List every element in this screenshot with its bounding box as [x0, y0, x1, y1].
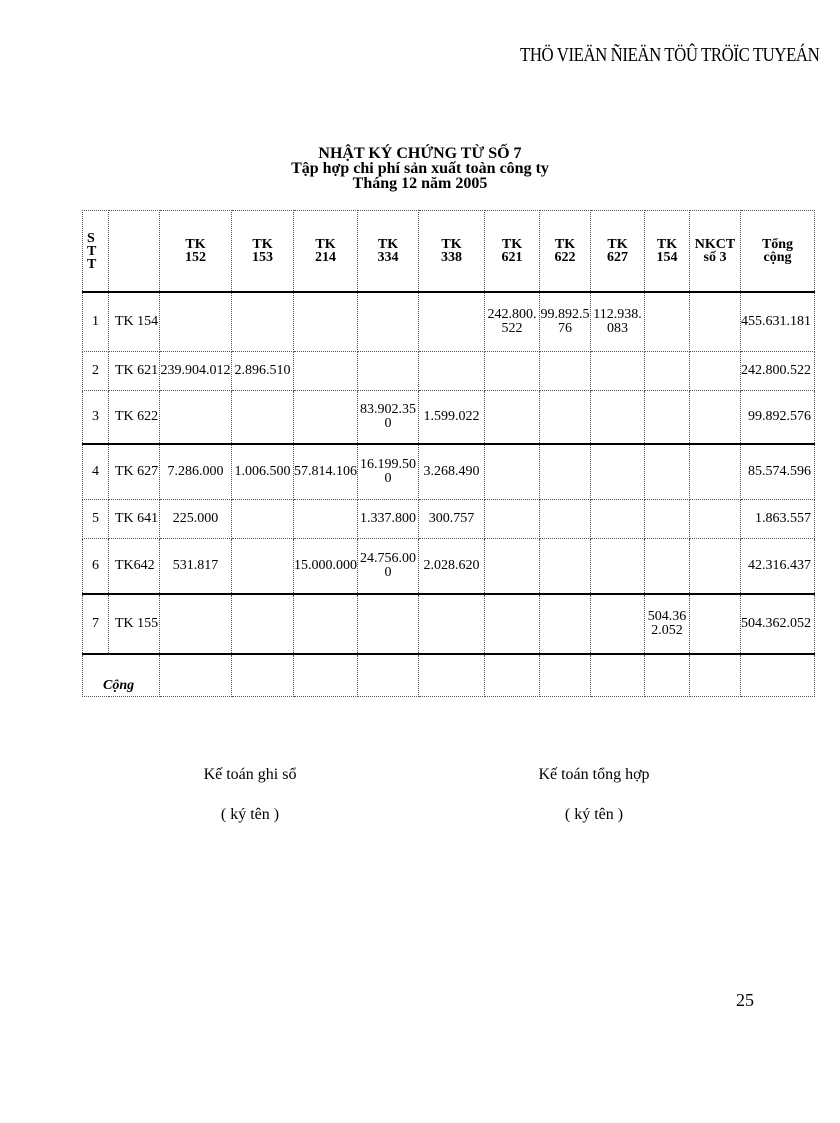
total-cell	[419, 654, 485, 697]
amount-cell	[540, 500, 591, 539]
amount-cell	[645, 444, 690, 500]
amount-cell	[591, 500, 645, 539]
page-number: 25	[736, 990, 754, 1010]
amount-cell	[591, 444, 645, 500]
amount-cell	[232, 391, 294, 445]
row-index: 5	[83, 500, 109, 539]
amount-cell	[485, 594, 540, 654]
total-cell	[232, 654, 294, 697]
column-header: TK 621	[485, 211, 540, 293]
amount-cell	[485, 352, 540, 391]
amount-cell	[690, 352, 741, 391]
amount-cell	[485, 444, 540, 500]
table-row	[83, 500, 815, 539]
column-header: TK 627	[591, 211, 645, 293]
column-header: NKCT số 3	[690, 211, 741, 293]
column-header: TK 338	[419, 211, 485, 293]
amount-cell	[540, 539, 591, 595]
amount-cell	[645, 352, 690, 391]
total-cell	[591, 654, 645, 697]
total-row	[83, 654, 815, 697]
table-row	[83, 539, 815, 595]
total-cell	[294, 654, 358, 697]
amount-cell	[591, 594, 645, 654]
total-cell	[358, 654, 419, 697]
column-header: TK 622	[540, 211, 591, 293]
amount-cell: 242.800.522	[485, 292, 540, 352]
amount-cell: 83.902.350	[358, 391, 419, 445]
amount-cell: 16.199.500	[358, 444, 419, 500]
total-cell	[160, 654, 232, 697]
row-total: 504.362.052	[741, 594, 815, 654]
amount-cell	[690, 292, 741, 352]
row-index: 6	[83, 539, 109, 595]
amount-cell	[645, 539, 690, 595]
amount-cell	[294, 292, 358, 352]
amount-cell	[591, 391, 645, 445]
row-total: 455.631.181	[741, 292, 815, 352]
amount-cell	[419, 594, 485, 654]
amount-cell: 3.268.490	[419, 444, 485, 500]
amount-cell	[540, 391, 591, 445]
amount-cell: 504.362.052	[645, 594, 690, 654]
account-code: TK 641	[109, 500, 160, 539]
row-index: 4	[83, 444, 109, 500]
amount-cell	[232, 292, 294, 352]
total-cell	[540, 654, 591, 697]
amount-cell	[690, 539, 741, 595]
amount-cell	[419, 292, 485, 352]
row-index: 3	[83, 391, 109, 445]
amount-cell	[485, 391, 540, 445]
amount-cell	[645, 292, 690, 352]
signature-left-title: Kế toán ghi sổ	[203, 766, 297, 783]
amount-cell: 57.814.106	[294, 444, 358, 500]
amount-cell	[294, 391, 358, 445]
column-header: TK 152	[160, 211, 232, 293]
row-index: 2	[83, 352, 109, 391]
ledger-table	[82, 210, 815, 697]
amount-cell	[419, 352, 485, 391]
amount-cell	[591, 539, 645, 595]
amount-cell	[690, 444, 741, 500]
amount-cell: 300.757	[419, 500, 485, 539]
amount-cell: 1.599.022	[419, 391, 485, 445]
signature-right-note: ( ký tên )	[564, 806, 624, 823]
account-code: TK 627	[109, 444, 160, 500]
amount-cell	[540, 444, 591, 500]
amount-cell	[645, 391, 690, 445]
table-row	[83, 292, 815, 352]
amount-cell	[540, 594, 591, 654]
document-period: Tháng 12 năm 2005	[352, 175, 488, 192]
table-row	[83, 594, 815, 654]
account-code: TK 155	[109, 594, 160, 654]
column-header: TK 214	[294, 211, 358, 293]
amount-cell: 24.756.000	[358, 539, 419, 595]
total-cell	[645, 654, 690, 697]
amount-cell	[160, 391, 232, 445]
amount-cell: 531.817	[160, 539, 232, 595]
amount-cell	[358, 594, 419, 654]
amount-cell: 1.006.500	[232, 444, 294, 500]
amount-cell	[645, 500, 690, 539]
running-header: THÖ VIEÄN ÑIEÄN TÖÛ TRÖÏC TUYEÁN	[520, 44, 820, 66]
amount-cell: 239.904.012	[160, 352, 232, 391]
signature-left-note: ( ký tên )	[220, 806, 280, 823]
amount-cell: 1.337.800	[358, 500, 419, 539]
account-code: TK642	[109, 539, 160, 595]
column-header: TK 334	[358, 211, 419, 293]
column-header: S T T	[83, 211, 109, 293]
total-cell	[741, 654, 815, 697]
amount-cell: 15.000.000	[294, 539, 358, 595]
amount-cell	[690, 594, 741, 654]
row-total: 42.316.437	[741, 539, 815, 595]
account-code: TK 622	[109, 391, 160, 445]
document-subtitle: Tập hợp chi phí sản xuất toàn công ty	[291, 160, 549, 177]
amount-cell	[358, 352, 419, 391]
amount-cell	[690, 500, 741, 539]
row-total: 242.800.522	[741, 352, 815, 391]
total-cell	[690, 654, 741, 697]
amount-cell: 112.938.083	[591, 292, 645, 352]
row-total: 85.574.596	[741, 444, 815, 500]
total-row-label: Cộng	[83, 654, 160, 697]
table-row	[83, 444, 815, 500]
account-code: TK 154	[109, 292, 160, 352]
signature-right-title: Kế toán tổng hợp	[538, 766, 650, 783]
total-cell	[485, 654, 540, 697]
document-title: NHẬT KÝ CHỨNG TỪ SỐ 7	[318, 145, 522, 162]
amount-cell	[160, 594, 232, 654]
amount-cell	[540, 352, 591, 391]
amount-cell: 2.896.510	[232, 352, 294, 391]
amount-cell	[358, 292, 419, 352]
amount-cell: 2.028.620	[419, 539, 485, 595]
amount-cell	[485, 539, 540, 595]
column-header: TK 153	[232, 211, 294, 293]
column-header	[109, 211, 160, 293]
table-row	[83, 391, 815, 445]
amount-cell	[232, 594, 294, 654]
amount-cell	[591, 352, 645, 391]
row-total: 1.863.557	[741, 500, 815, 539]
table-row	[83, 352, 815, 391]
header-row	[83, 211, 815, 293]
amount-cell: 99.892.576	[540, 292, 591, 352]
amount-cell	[485, 500, 540, 539]
amount-cell	[690, 391, 741, 445]
column-header: TK 154	[645, 211, 690, 293]
amount-cell	[232, 539, 294, 595]
amount-cell	[294, 500, 358, 539]
amount-cell	[232, 500, 294, 539]
account-code: TK 621	[109, 352, 160, 391]
amount-cell: 7.286.000	[160, 444, 232, 500]
amount-cell	[294, 594, 358, 654]
amount-cell: 225.000	[160, 500, 232, 539]
row-index: 7	[83, 594, 109, 654]
row-index: 1	[83, 292, 109, 352]
amount-cell	[294, 352, 358, 391]
amount-cell	[160, 292, 232, 352]
column-header: Tổng cộng	[741, 211, 815, 293]
row-total: 99.892.576	[741, 391, 815, 445]
